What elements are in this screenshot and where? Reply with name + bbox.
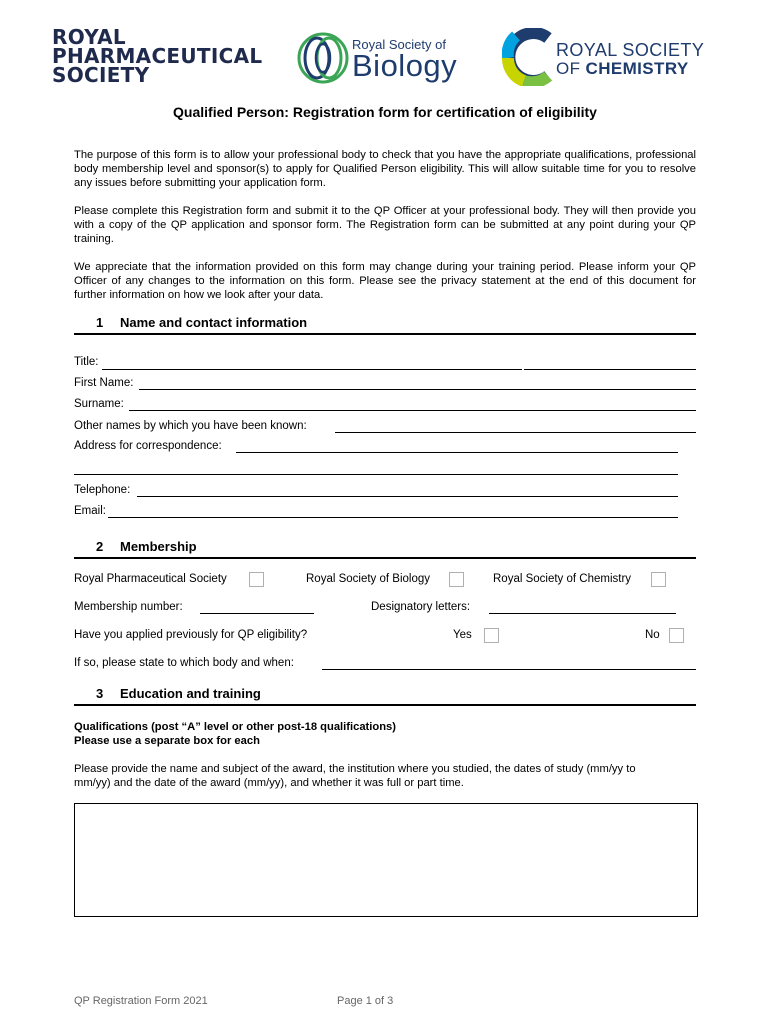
surname-field[interactable] bbox=[129, 410, 696, 411]
footer-page-number: Page 1 of 3 bbox=[337, 995, 394, 1007]
membership-number-label: Membership number: bbox=[74, 601, 183, 613]
title-label: Title: bbox=[74, 356, 99, 368]
rps-membership-label: Royal Pharmaceutical Society bbox=[74, 573, 227, 585]
section-title: Name and contact information bbox=[120, 315, 308, 330]
first-name-label: First Name: bbox=[74, 377, 134, 389]
applied-previously-label: Have you applied previously for QP eligibility? bbox=[74, 629, 308, 641]
email-field[interactable] bbox=[108, 517, 678, 518]
qualification-entry-box[interactable] bbox=[74, 803, 698, 917]
first-name-field[interactable] bbox=[139, 389, 696, 390]
rsc-membership-checkbox[interactable] bbox=[651, 572, 666, 587]
rps-logo-line: ROYAL bbox=[52, 25, 126, 49]
if-so-label: If so, please state to which body and when: bbox=[74, 657, 294, 669]
other-names-label: Other names by which you have been known: bbox=[74, 420, 307, 432]
section-number: 1 bbox=[96, 315, 104, 330]
yes-label: Yes bbox=[453, 629, 472, 641]
rps-logo-line: SOCIETY bbox=[52, 63, 150, 87]
rsb-logo-line2: Biology bbox=[352, 48, 458, 83]
rsc-logo-chemistry: CHEMISTRY bbox=[585, 59, 689, 78]
footer-form-name: QP Registration Form 2021 bbox=[74, 995, 208, 1007]
email-label: Email: bbox=[74, 505, 106, 517]
section-header bbox=[74, 313, 696, 335]
rsc-logo-line2 bbox=[556, 59, 689, 79]
rsb-membership-label: Royal Society of Biology bbox=[306, 573, 431, 585]
section-number: 2 bbox=[96, 539, 104, 554]
rps-membership-checkbox[interactable] bbox=[249, 572, 264, 587]
address-label: Address for correspondence: bbox=[74, 440, 222, 452]
address-field[interactable] bbox=[236, 452, 678, 453]
telephone-label: Telephone: bbox=[74, 484, 131, 496]
other-names-field[interactable] bbox=[335, 432, 696, 433]
rsb-membership-checkbox[interactable] bbox=[449, 572, 464, 587]
if-so-field[interactable] bbox=[322, 669, 696, 670]
yes-checkbox[interactable] bbox=[484, 628, 499, 643]
rsc-logo-line1: ROYAL SOCIETY bbox=[556, 40, 705, 60]
intro-paragraph: We appreciate that the information provided on this form may change during your training period. Please inform your QP Officer of any changes to the information on this form. Please see the privacy statement at the end of this document for further information on how we look after your data. bbox=[74, 261, 696, 301]
section-title: Membership bbox=[120, 539, 197, 554]
qualifications-heading-line1: Qualifications (post “A” level or other post-18 qualifications) bbox=[74, 721, 396, 733]
no-label: No bbox=[645, 629, 660, 641]
intro-paragraph: The purpose of this form is to allow your professional body to check that you have the appropriate qualifications, professional body membership level and sponsor(s) to apply for Qualified Person eligibility. This will allow suitable time for you to resolve any issues before submitting your application form. bbox=[74, 149, 696, 189]
rsc-logo-of: OF bbox=[556, 59, 586, 78]
section-number: 3 bbox=[96, 686, 104, 701]
address-field-line2[interactable] bbox=[74, 474, 678, 475]
qualifications-heading-line2: Please use a separate box for each bbox=[74, 735, 260, 747]
title-line[interactable] bbox=[102, 369, 522, 370]
qualifications-heading bbox=[74, 720, 396, 748]
surname-label: Surname: bbox=[74, 398, 124, 410]
telephone-field[interactable] bbox=[137, 496, 678, 497]
designatory-letters-label: Designatory letters: bbox=[371, 601, 471, 613]
designatory-letters-field[interactable] bbox=[489, 613, 676, 614]
membership-number-field[interactable] bbox=[200, 613, 314, 614]
rsc-emblem-icon bbox=[502, 28, 556, 86]
intro-paragraph: Please complete this Registration form and submit it to the QP Officer at your professional body. They will then provide you with a copy of the QP application and sponsor form. The Registration form can be submitted at any point during your QP training. bbox=[74, 205, 696, 245]
title-line-end[interactable] bbox=[524, 369, 696, 370]
page-title: Qualified Person: Registration form for certification of eligibility bbox=[173, 104, 597, 120]
section-title: Education and training bbox=[120, 686, 261, 701]
rps-logo bbox=[52, 25, 263, 87]
section-header bbox=[74, 537, 696, 559]
rps-logo-line: PHARMACEUTICAL bbox=[52, 44, 263, 68]
rsb-logo-line1: Royal Society of bbox=[352, 37, 446, 52]
qualifications-instruction: Please provide the name and subject of the award, the institution where you studied, the dates of study (mm/yy to mm/yy) and the date of the award (mm/yy), and whether it was full or part time. bbox=[74, 763, 636, 789]
rsb-emblem-icon bbox=[296, 31, 350, 85]
section-header bbox=[74, 684, 696, 706]
no-checkbox[interactable] bbox=[669, 628, 684, 643]
rsc-membership-label: Royal Society of Chemistry bbox=[493, 573, 632, 585]
